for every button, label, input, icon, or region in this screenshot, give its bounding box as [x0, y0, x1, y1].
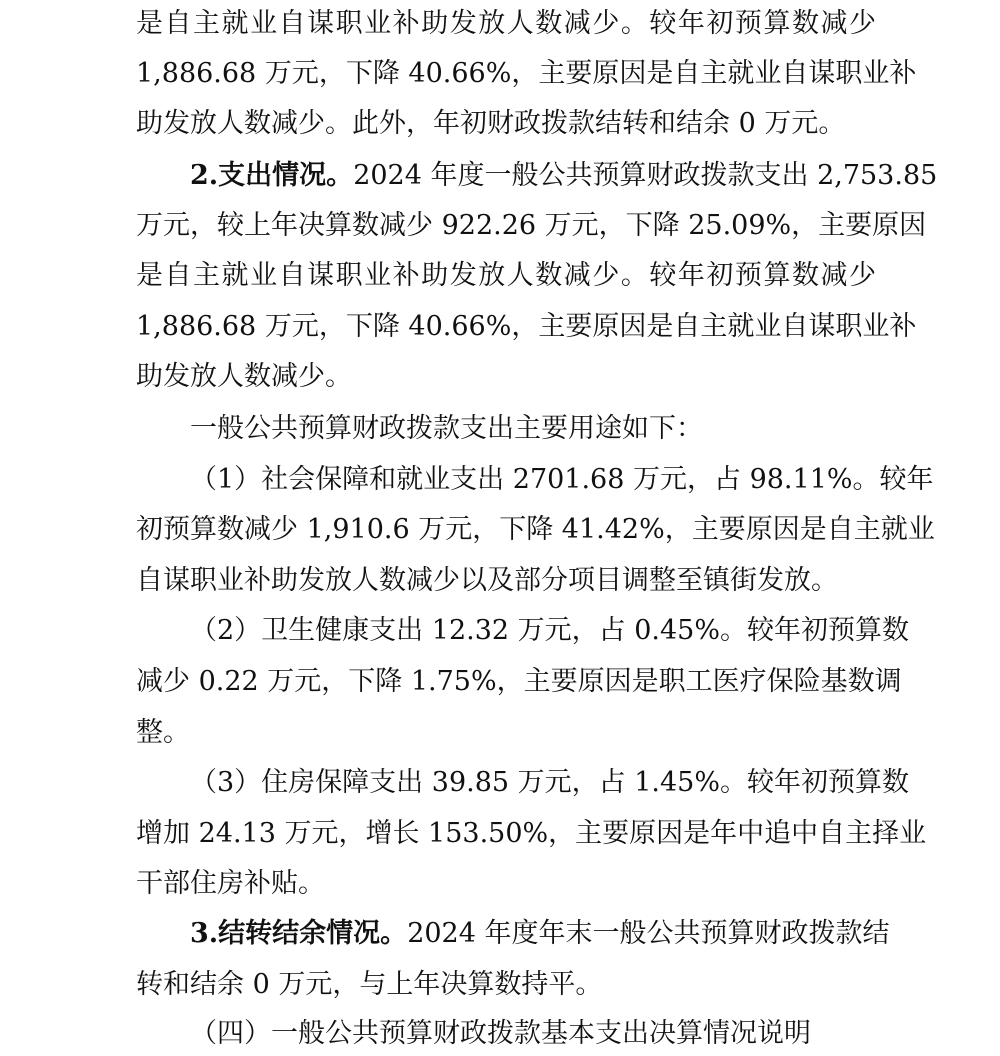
- paragraph-line: 1,886.68 万元，下降 40.66%，主要原因是自主就业自谋职业补: [136, 58, 917, 89]
- paragraph-line: 万元，较上年决算数减少 922.26 万元，下降 25.09%，主要原因: [136, 210, 927, 241]
- paragraph-line: 是自主就业自谋职业补助发放人数减少。较年初预算数减少: [136, 8, 876, 39]
- list-item-2-line: （2）卫生健康支出 12.32 万元，占 0.45%。较年初预算数: [190, 615, 909, 646]
- section-heading-expenditure: 2.支出情况。: [190, 160, 354, 191]
- subsection-heading: （四）一般公共预算财政拨款基本支出决算情况说明: [190, 1018, 811, 1049]
- paragraph-text: 2024 年度一般公共预算财政拨款支出 2,753.85: [353, 160, 938, 191]
- paragraph-line: 整。: [136, 717, 190, 748]
- paragraph-line: 初预算数减少 1,910.6 万元，下降 41.42%，主要原因是自主就业: [136, 514, 935, 545]
- paragraph-line: 助发放人数减少。: [136, 361, 352, 392]
- section-heading-carryover: 3.结转结余情况。: [190, 918, 408, 949]
- list-item-1-line: （1）社会保障和就业支出 2701.68 万元，占 98.11%。较年: [190, 464, 934, 495]
- paragraph-line: 转和结余 0 万元，与上年决算数持平。: [136, 969, 603, 1000]
- section-3-line: [190, 914, 890, 954]
- paragraph-line: 一般公共预算财政拨款支出主要用途如下：: [190, 413, 703, 444]
- section-2-line: [190, 156, 938, 196]
- paragraph-line: 是自主就业自谋职业补助发放人数减少。较年初预算数减少: [136, 260, 876, 291]
- paragraph-line: 干部住房补贴。: [136, 868, 325, 899]
- paragraph-line: 减少 0.22 万元，下降 1.75%，主要原因是职工医疗保险基数调: [136, 666, 902, 697]
- paragraph-text: 2024 年度年末一般公共预算财政拨款结: [407, 918, 890, 949]
- paragraph-line: 助发放人数减少。此外，年初财政拨款结转和结余 0 万元。: [136, 108, 846, 139]
- paragraph-line: 自谋职业补助发放人数减少以及部分项目调整至镇街发放。: [136, 565, 838, 596]
- paragraph-line: 1,886.68 万元，下降 40.66%，主要原因是自主就业自谋职业补: [136, 311, 917, 342]
- paragraph-line: 增加 24.13 万元，增长 153.50%，主要原因是年中追中自主择业: [136, 818, 927, 849]
- list-item-3-line: （3）住房保障支出 39.85 万元，占 1.45%。较年初预算数: [190, 767, 909, 798]
